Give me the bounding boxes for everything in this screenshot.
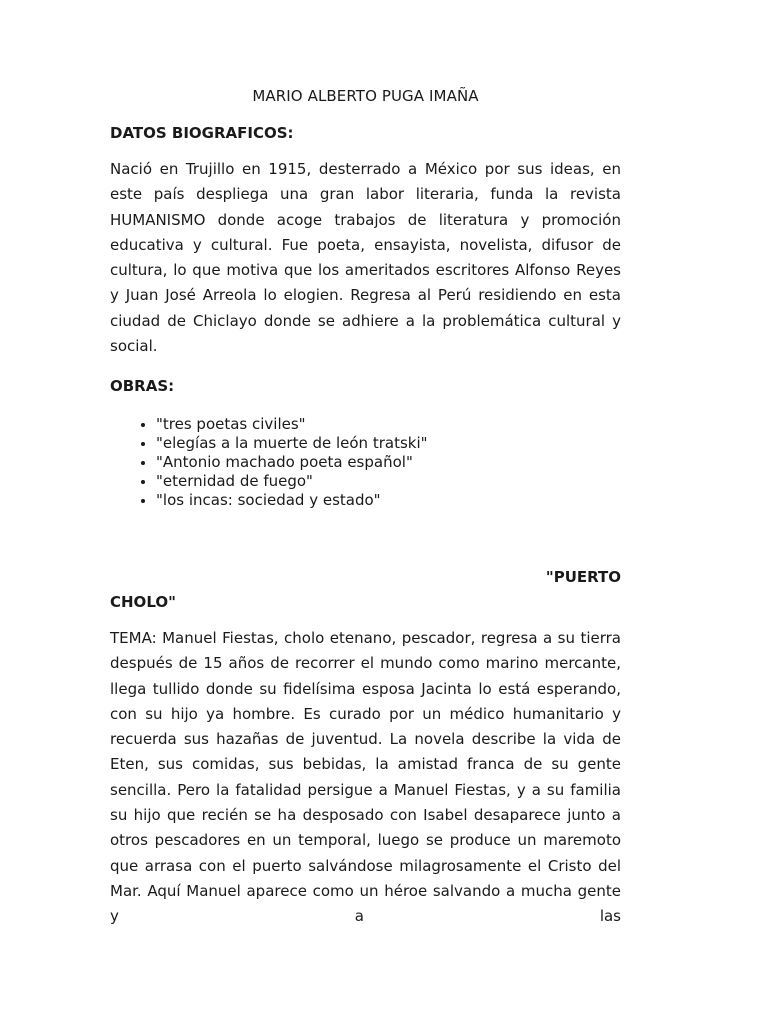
bio-paragraph: Nació en Trujillo en 1915, desterrado a México por sus ideas, en este país despliega una gran labor literaria, funda la revista HUMANISMO donde acoge trabajos de literatura y promoción educativa y cultural. Fue poeta, ensayista, novelista, difusor de cultura, lo que motiva que los ameritados escritores Alfonso Reyes y Juan José Arreola lo elogien. Regresa al Perú residiendo en esta ciudad de Chiclayo donde se adhiere a la problemática cultural y social. [110, 160, 621, 356]
novel-title-line-2: CHOLO" [110, 593, 176, 611]
work-item: • "los incas: sociedad y estado" [156, 491, 428, 510]
works-list [110, 415, 428, 510]
work-item: • "tres poetas civiles" [156, 415, 428, 434]
novel-title-line-1: "PUERTO [545, 568, 621, 586]
work-item: • "eternidad de fuego" [156, 472, 428, 491]
document-title: MARIO ALBERTO PUGA IMAÑA [252, 87, 479, 105]
theme-paragraph: TEMA: Manuel Fiestas, cholo etenano, pescador, regresa a su tierra después de 15 años de recorrer el mundo como marino mercante, llega tullido donde su fidelísima esposa Jacinta lo está esperando, con su hijo ya hombre. Es curado por un médico humanitario y recuerda sus hazañas de juventud. La novela describe la vida de Eten, sus comidas, sus bebidas, la amistad franca de su gente sencilla. Pero la fatalidad persigue a Manuel Fiestas, y a su familia su hijo que recién se ha desposado con Isabel desaparece junto a otros pescadores en un temporal, luego se produce un maremoto que arrasa con el puerto salvándose milagrosamente el Cristo del Mar. Aquí Manuel aparece como un héroe salvando a mucha gente y a las [110, 629, 621, 926]
works-heading: OBRAS: [110, 377, 175, 395]
work-item: • "Antonio machado poeta español" [156, 453, 428, 472]
document-page [110, 0, 621, 1024]
bio-heading: DATOS BIOGRAFICOS: [110, 124, 294, 142]
work-item: • "elegías a la muerte de león tratski" [156, 434, 428, 453]
